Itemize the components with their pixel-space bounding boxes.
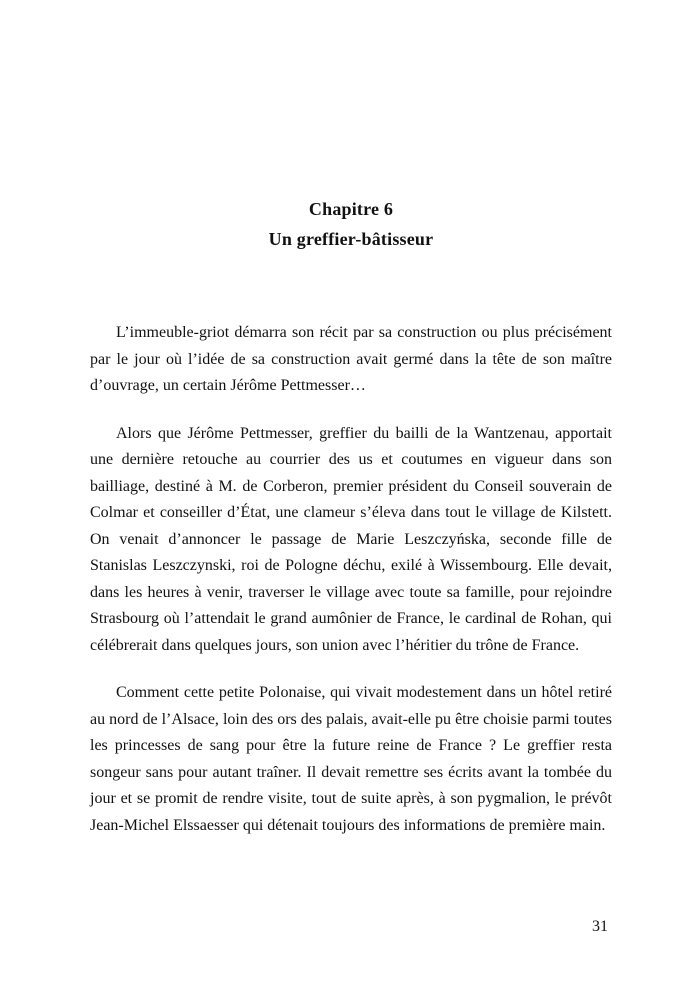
chapter-number: Chapitre 6	[308, 199, 394, 219]
chapter-heading	[90, 194, 612, 254]
body-text	[90, 320, 612, 839]
paragraph: Alors que Jérôme Pettmesser, greffier du bailli de la Wantzenau, apportait une dernière retouche au courrier des us et coutumes en vigueur dans son bailliage, destiné à M. de Corberon, premier président du Conseil souverain de Colmar et conseiller d’État, une clameur s’éleva dans tout le village de Kilstett. On venait d’annoncer le passage de Marie Leszczyńska, seconde fille de Stanislas Leszczynski, roi de Pologne déchu, exilé à Wissembourg. Elle devait, dans les heures à venir, traverser le village avec toute sa famille, pour rejoindre Strasbourg où l’attendait le grand aumônier de France, le cardinal de Rohan, qui célébrerait dans quelques jours, son union avec l’héritier du trône de France.	[90, 424, 612, 654]
page-content	[90, 194, 612, 839]
chapter-title: Un greffier-bâtisseur	[268, 229, 434, 249]
paragraph: Comment cette petite Polonaise, qui vivait modestement dans un hôtel retiré au nord de l’Alsace, loin des ors des palais, avait-elle pu être choisie parmi toutes les princesses de sang pour être la future reine de France ? Le greffier resta songeur sans pour autant traîner. Il devait remettre ses écrits avant la tombée du jour et se promit de rendre visite, tout de suite après, à son pygmalion, le prévôt Jean-Michel Elssaesser qui détenait toujours des informations de première main.	[90, 684, 612, 834]
paragraph: L’immeuble-griot démarra son récit par sa construction ou plus précisément par le jour où l’idée de sa construction avait germé dans la tête de son maître d’ouvrage, un certain Jérôme Pettmesser…	[90, 324, 612, 394]
page-number: 31	[592, 918, 608, 935]
